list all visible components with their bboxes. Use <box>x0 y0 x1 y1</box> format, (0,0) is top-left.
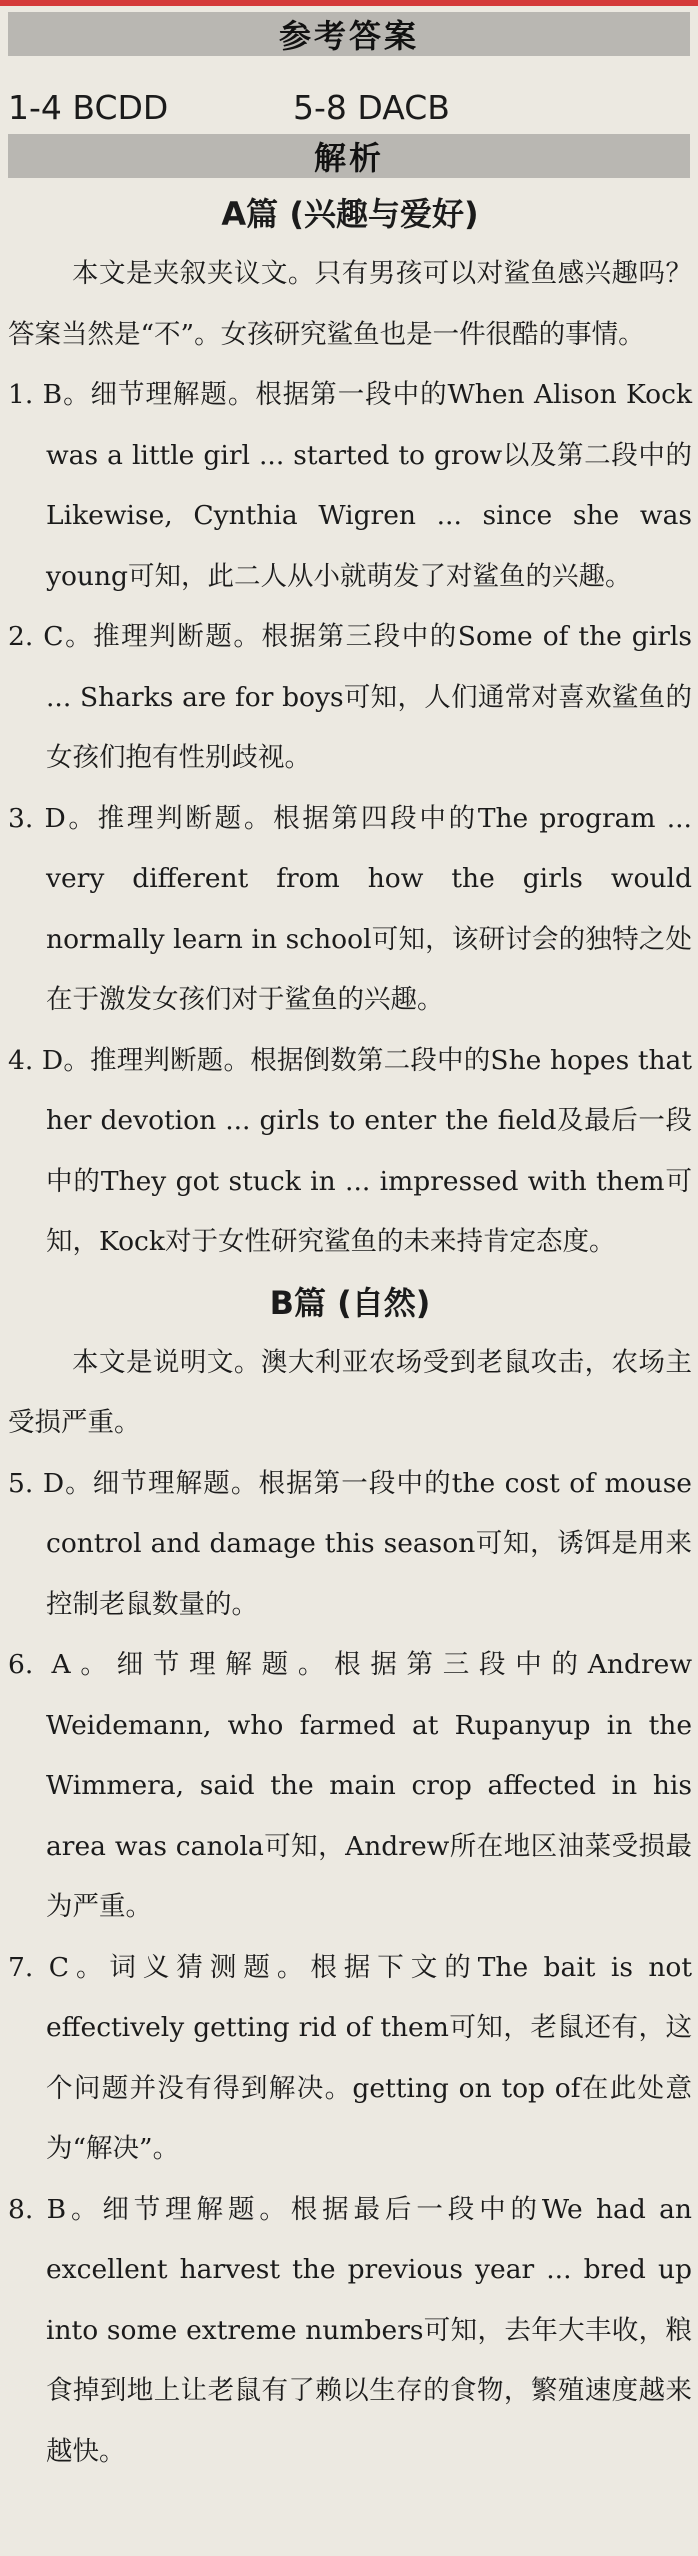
answer-explanation-8: 8. B。细节理解题。根据最后一段中的We had an excellent harvest the previous year ... bred up into some extreme numbers可知，去年大丰收，粮食掉到地上让老鼠有了赖以生存的食物，繁殖速度越来越快。 <box>8 2193 692 2467</box>
analysis-title: 解析 <box>8 134 690 178</box>
top-edge-stripe <box>0 0 698 6</box>
answer-group-2: 5-8 DACB <box>293 88 450 127</box>
section-b-intro: 本文是说明文。澳大利亚农场受到老鼠攻击，农场主受损严重。 <box>8 1346 692 1438</box>
answer-explanation-6: 6. A。细节理解题。根据第三段中的Andrew Weidemann, who farmed at Rupanyup in the Wimmera, said the main crop affected in his area was canola可知，Andrew所在地区油菜受损最为严重。 <box>8 1649 692 1922</box>
answers-title: 参考答案 <box>8 12 690 56</box>
section-b-title: B篇 (自然) <box>269 1283 431 1322</box>
analysis-content <box>8 184 692 2482</box>
section-a-intro: 本文是夹叙夹议文。只有男孩可以对鲨鱼感兴趣吗？答案当然是“不”。女孩研究鲨鱼也是一件很酷的事情。 <box>8 258 692 350</box>
answer-group-1: 1-4 BCDD <box>8 88 169 127</box>
answer-explanation-5: 5. D。细节理解题。根据第一段中的the cost of mouse control and damage this season可知，诱饵是用来控制老鼠数量的。 <box>8 1467 692 1620</box>
answer-explanation-2: 2. C。推理判断题。根据第三段中的Some of the girls ... Sharks are for boys可知，人们通常对喜欢鲨鱼的女孩们抱有性别歧视。 <box>8 621 692 773</box>
answer-explanation-7: 7. C。词义猜测题。根据下文的The bait is not effectively getting rid of them可知，老鼠还有，这个问题并没有得到解决。getting on top of在此处意为“解决”。 <box>8 1951 692 2164</box>
answer-key <box>8 84 690 132</box>
answer-explanation-1: 1. B。细节理解题。根据第一段中的When Alison Kock was a little girl ... started to grow以及第二段中的Likewise, Cynthia Wigren ... since she was young可知，此二人从小就萌发了对鲨鱼的兴趣。 <box>8 379 692 592</box>
answer-explanation-4: 4. D。推理判断题。根据倒数第二段中的She hopes that her devotion ... girls to enter the field及最后一段中的They got stuck in ... impressed with them可知，Kock对于女性研究鲨鱼的未来持肯定态度。 <box>8 1044 692 1257</box>
answer-explanation-3: 3. D。推理判断题。根据第四段中的The program ... very different from how the girls would normally learn in school可知，该研讨会的独特之处在于激发女孩们对于鲨鱼的兴趣。 <box>8 802 692 1015</box>
section-a-title: A篇 (兴趣与爱好) <box>221 195 479 233</box>
